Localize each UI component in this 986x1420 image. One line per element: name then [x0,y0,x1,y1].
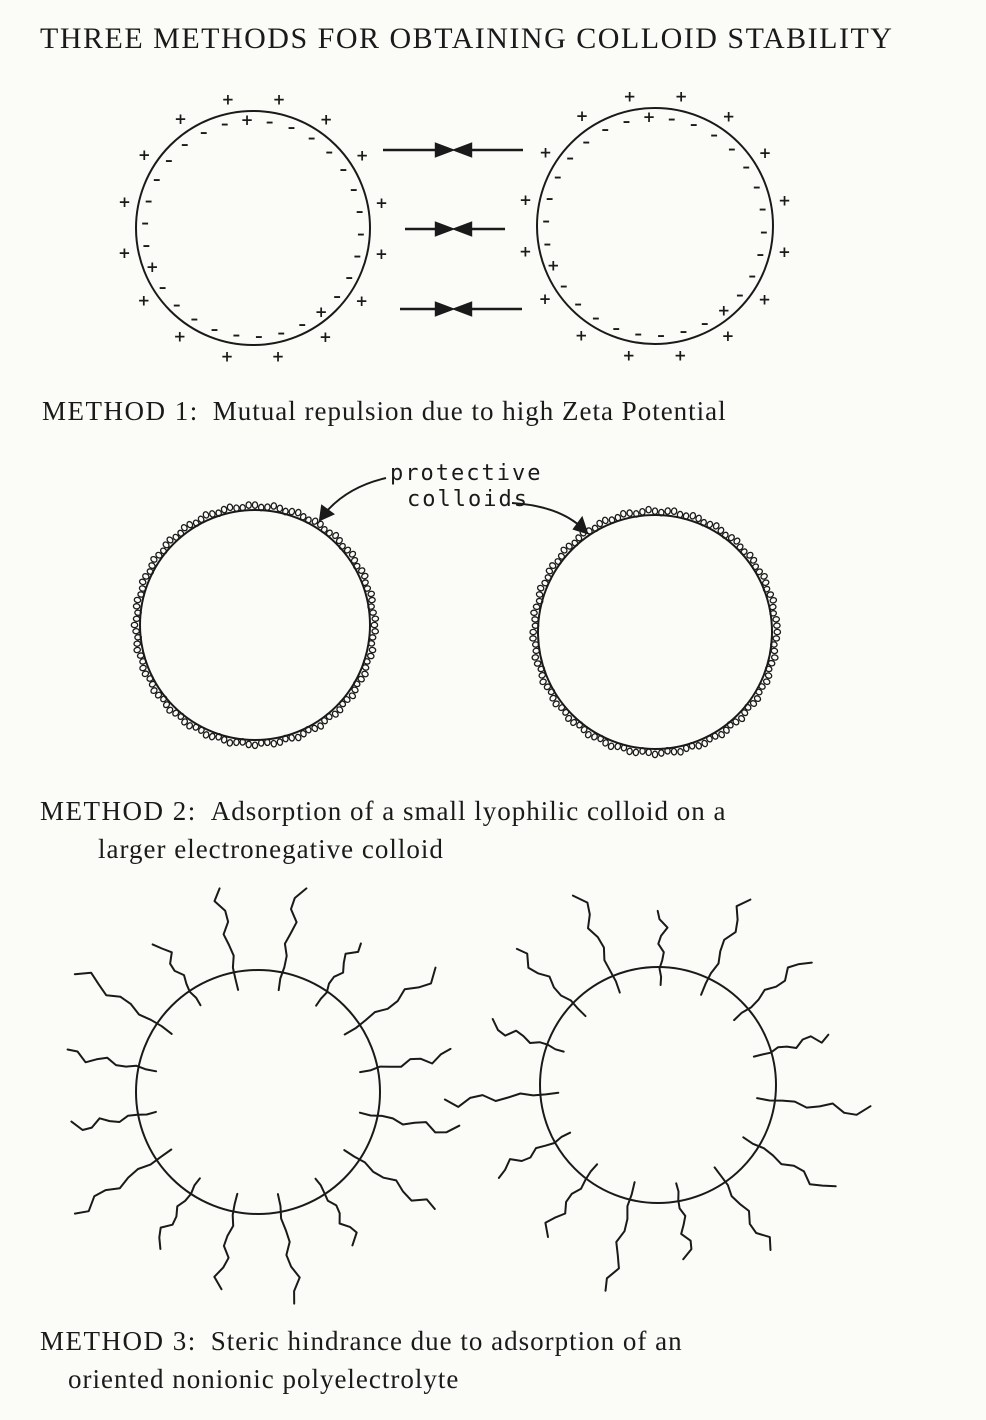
positive-charge: + [674,87,688,106]
positive-charge: + [623,87,636,106]
negative-charge: – [232,325,241,344]
polymer-chain [754,1035,828,1057]
negative-charge: + [314,302,328,321]
positive-charge: + [722,107,735,126]
positive-charge: + [375,245,388,263]
positive-charge: + [220,347,234,366]
positive-charge: + [319,110,333,129]
negative-charge: – [190,309,199,328]
positive-charge: + [778,243,791,262]
negative-charge: – [287,118,296,137]
positive-charge: + [271,347,285,366]
method2-line2: larger electronegative colloid [98,834,444,864]
particle-left [136,970,380,1214]
negative-charge: – [601,120,610,138]
polymer-chain [345,968,436,1035]
positive-charge: + [575,107,589,125]
annotation-colloids: colloids [407,487,529,512]
polymer-chain [545,1164,597,1237]
positive-charge: + [355,292,368,311]
negative-charge: – [221,114,229,133]
negative-charge: – [355,201,364,220]
positive-charge: + [355,146,369,165]
negative-charge: – [141,213,149,232]
method3-label: METHOD 3: [40,1326,197,1356]
negative-charge: – [210,319,219,338]
polymer-chain [658,911,668,985]
method3-caption [40,1322,683,1398]
positive-charge: + [758,290,771,309]
polymer-chain [676,1183,691,1259]
negative-charge: – [325,142,333,161]
negative-charge: – [173,295,181,314]
polymer-chain [153,944,201,1005]
negative-charge: – [554,167,562,186]
negative-charge: – [345,267,354,286]
polymer-chain-layer [68,888,871,1303]
negative-charge: – [353,246,362,265]
negative-charge: – [657,325,665,344]
polymer-chain [159,1178,200,1249]
annotation-protective: protective [390,461,543,486]
negative-charge: – [144,191,153,210]
negative-charge: – [634,324,642,343]
negative-charge: – [158,278,167,296]
positive-charge: + [375,193,388,212]
polymer-chain [316,944,361,1006]
polymer-chain [499,1133,570,1178]
negative-charge: – [748,266,756,285]
polymer-chain [743,1137,835,1186]
negative-charge: – [199,122,208,141]
negative-charge: + [240,111,254,130]
polymer-chain [344,1150,435,1209]
negative-charge: + [146,257,159,276]
negative-charge: – [668,109,676,128]
polymer-chain [493,1019,564,1052]
polymer-chain [715,1167,771,1250]
negative-charge: – [758,199,767,218]
negative-charge: – [333,286,341,305]
negative-charge: – [543,234,552,253]
negative-charge: – [545,189,554,207]
positive-charge: + [137,291,151,310]
negative-charge: – [742,157,751,176]
negative-charge: – [357,224,365,243]
positive-charge: + [319,328,332,347]
method2-line1: Adsorption of a small lyophilic colloid on a [210,796,727,826]
positive-charge: + [118,244,131,263]
figure-title: THREE METHODS FOR OBTAINING COLLOID STABILITY [40,22,894,55]
negative-charge: – [265,112,274,131]
method1-text: Mutual repulsion due to high Zeta Potential [212,396,727,426]
positive-charge: + [758,144,772,163]
negative-charge: + [642,108,656,127]
positive-charge: + [674,346,687,365]
polymer-chain [71,1112,155,1130]
negative-charge: – [582,132,590,151]
negative-charge: – [277,323,285,342]
negative-charge: – [760,222,768,241]
polymer-chain [573,896,620,993]
positive-charge: + [138,145,151,164]
negative-charge: – [752,177,761,196]
positive-charge: + [575,326,588,345]
positive-charge: + [519,190,532,209]
negative-charge: – [142,236,151,255]
method3-line2: oriented nonionic polyelectrolyte [68,1364,460,1394]
negative-charge: – [592,308,600,327]
negative-charge: – [339,160,348,178]
negative-charge: + [547,256,560,275]
negative-charge: – [710,125,718,144]
positive-charge: + [174,109,187,128]
polymer-chain [75,1150,171,1214]
positive-charge: + [538,289,552,308]
negative-charge: – [728,139,736,158]
polymer-chain [316,1179,357,1246]
negative-charge: – [559,276,568,295]
negative-charge: – [700,314,709,332]
positive-charge: + [778,191,791,210]
negative-charge: – [622,111,631,130]
negative-charge: – [181,135,189,154]
negative-charge: – [612,318,620,337]
negative-charge: – [152,170,161,189]
negative-charge: – [349,180,358,199]
positive-charge: + [519,242,532,261]
polymer-chain [701,900,750,995]
negative-charge: – [679,322,688,341]
negative-charge: – [690,115,698,134]
negative-charge: – [298,315,307,334]
positive-charge: + [173,327,187,346]
negative-charge: – [255,326,263,345]
negative-charge: – [165,151,173,170]
negative-charge: – [307,128,316,147]
negative-charge: – [736,285,744,304]
negative-charge: – [542,211,550,230]
polymer-chain [606,1182,635,1291]
negative-charge: + [717,301,731,320]
negative-charge: – [574,294,582,313]
positive-charge: + [622,346,636,365]
polymer-chain [734,963,812,1021]
polymer-chain [517,949,586,1016]
positive-charge: + [221,90,235,109]
positive-charge: + [118,193,131,211]
positive-charge: + [721,327,735,345]
positive-charge: + [539,143,552,162]
particle-right [540,967,776,1203]
method1-label: METHOD 1: [42,396,199,426]
negative-charge: – [756,245,765,263]
negative-charge: – [566,148,574,167]
method2-label: METHOD 2: [40,796,197,826]
method3-line1: Steric hindrance due to adsorption of an [210,1326,683,1356]
positive-charge: + [272,90,286,109]
